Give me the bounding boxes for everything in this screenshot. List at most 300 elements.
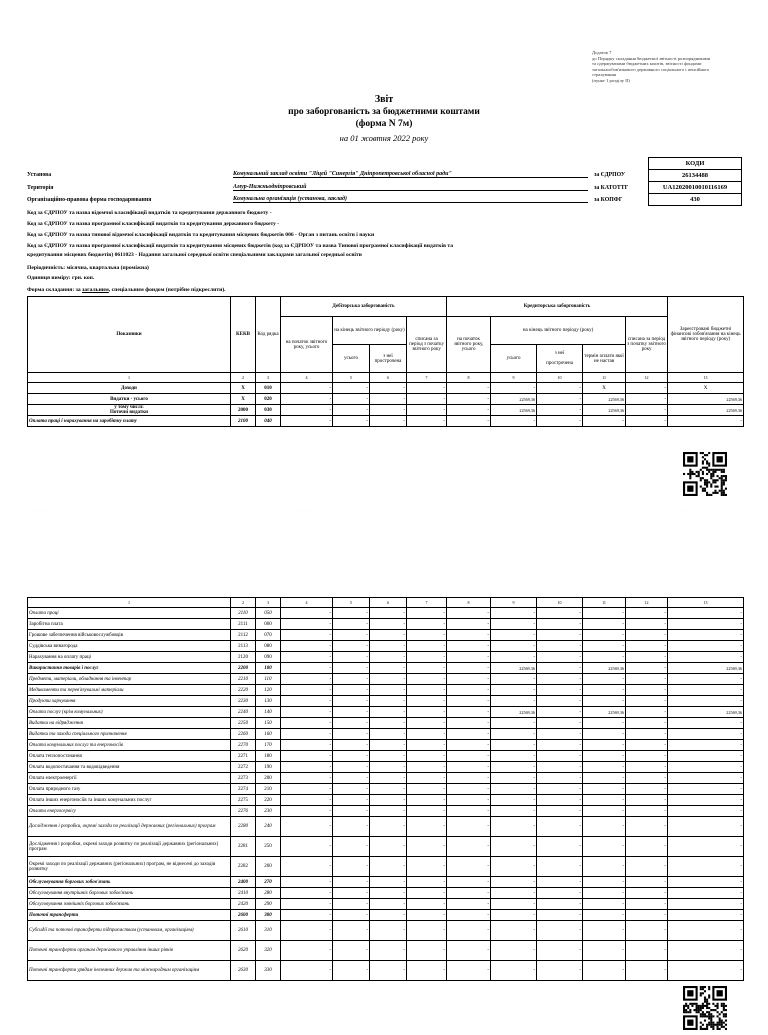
row-value: 22569,36 — [583, 394, 626, 405]
row-value: - — [447, 718, 491, 729]
fund-form: Форма складання: за загальним, спеціальним фондом (потрібне підкреслити). — [27, 287, 226, 293]
row-value: - — [491, 941, 537, 961]
row-value: 22569,36 — [583, 663, 626, 674]
table-row — [28, 630, 744, 641]
row-kekv: 2281 — [231, 837, 256, 857]
col-credit-start: на початок звітного року, усього — [447, 317, 491, 373]
row-value: - — [281, 795, 333, 806]
row-value: 22569,36 — [668, 707, 744, 718]
row-value: - — [370, 416, 407, 427]
row-value: - — [333, 773, 370, 784]
table-row — [28, 619, 744, 630]
row-value: - — [333, 383, 370, 394]
row-value: - — [583, 941, 626, 961]
row-value: - — [447, 877, 491, 888]
row-kekv: 2274 — [231, 784, 256, 795]
row-value: - — [668, 416, 744, 427]
row-name: Оплата електроенергії — [28, 773, 231, 784]
row-value: - — [491, 795, 537, 806]
row-value: - — [537, 784, 583, 795]
row-kekv: 2275 — [231, 795, 256, 806]
report-title: Звіт — [374, 94, 394, 105]
row-kekv: 2273 — [231, 773, 256, 784]
row-value: - — [370, 784, 407, 795]
credit-header: Кредиторська заборгованість — [447, 297, 668, 317]
row-value: - — [281, 416, 333, 427]
row-value: - — [626, 394, 668, 405]
row-value: - — [447, 707, 491, 718]
row-value: - — [370, 961, 407, 981]
page-footer-mid: · · · · · · · · · · · — [290, 509, 312, 513]
row-value: - — [370, 630, 407, 641]
row-value: - — [407, 910, 447, 921]
col-credit-overdue: з неї прострочена — [537, 345, 583, 373]
row-value: - — [537, 630, 583, 641]
row-value: - — [447, 685, 491, 696]
col-debit-written-off: списана за період з початку звітного року — [407, 317, 447, 373]
row-value: - — [491, 961, 537, 981]
row-value: - — [370, 674, 407, 685]
row-value: - — [491, 837, 537, 857]
row-code: 170 — [256, 740, 281, 751]
row-value: - — [333, 674, 370, 685]
row-value: - — [491, 641, 537, 652]
row-value: - — [626, 762, 668, 773]
row-value: - — [537, 405, 583, 416]
row-name: Окремі заходи по реалізації державних (регіональних) програм, не віднесені до заходів розвитку — [28, 857, 231, 877]
row-value: - — [281, 718, 333, 729]
column-number: 5 — [333, 598, 370, 608]
row-value: - — [333, 608, 370, 619]
row-value: - — [626, 877, 668, 888]
row-value: - — [537, 806, 583, 817]
row-name: Предмети, матеріали, обладнання та інвентар — [28, 674, 231, 685]
row-value: - — [407, 921, 447, 941]
row-value: - — [407, 619, 447, 630]
row-value: - — [537, 740, 583, 751]
row-kekv: 2220 — [231, 685, 256, 696]
row-value: - — [668, 641, 744, 652]
row-value: - — [583, 806, 626, 817]
column-number: 13 — [668, 598, 744, 608]
row-value: - — [583, 817, 626, 837]
row-value: - — [491, 652, 537, 663]
classification-line-4a: Код за ЄДРПОУ та назва програмної класифікації видатків та кредитування місцевих бюджетів (код за ЄДРПОУ та назва Типової програмної класифікації видатків та — [27, 243, 454, 249]
row-value: - — [626, 685, 668, 696]
row-code: 160 — [256, 729, 281, 740]
row-value: - — [447, 652, 491, 663]
col-debit-report: на кінець звітного періоду (року) — [333, 317, 407, 345]
table-row — [28, 888, 744, 899]
row-value: - — [281, 674, 333, 685]
row-value: - — [668, 899, 744, 910]
col-credit-total: усього — [491, 345, 537, 373]
row-value: - — [626, 696, 668, 707]
row-value: - — [626, 416, 668, 427]
row-value: - — [583, 416, 626, 427]
row-value: - — [370, 740, 407, 751]
row-value: - — [333, 941, 370, 961]
row-kekv: 2100 — [231, 416, 256, 427]
column-number: 4 — [281, 373, 333, 383]
row-value: - — [407, 652, 447, 663]
row-kekv: 2282 — [231, 857, 256, 877]
row-name: Дослідження і розробки, окремі заходи по реалізації державних (регіональних) програм — [28, 817, 231, 837]
row-value: - — [447, 899, 491, 910]
row-kekv: 2260 — [231, 729, 256, 740]
row-value: - — [626, 837, 668, 857]
row-value: - — [583, 837, 626, 857]
row-kekv: 2112 — [231, 630, 256, 641]
row-code: 330 — [256, 961, 281, 981]
table-row — [28, 696, 744, 707]
row-value: - — [491, 383, 537, 394]
row-value: - — [281, 806, 333, 817]
row-value: - — [537, 837, 583, 857]
row-value: - — [626, 784, 668, 795]
row-name: Поточні трансферти органам державного управління інших рівнів — [28, 941, 231, 961]
row-value: - — [407, 663, 447, 674]
row-code: 200 — [256, 773, 281, 784]
katottg-code: UA12020010010116169 — [649, 182, 742, 194]
row-value: - — [491, 877, 537, 888]
row-value: - — [668, 910, 744, 921]
row-value: - — [491, 630, 537, 641]
row-kekv: 2270 — [231, 740, 256, 751]
row-value: - — [537, 663, 583, 674]
row-value: - — [537, 857, 583, 877]
row-value: - — [447, 729, 491, 740]
column-number: 13 — [668, 373, 744, 383]
row-name: Оплата енергосервісу — [28, 806, 231, 817]
row-kekv: 2000 — [231, 405, 256, 416]
row-value: - — [583, 641, 626, 652]
row-value: - — [583, 910, 626, 921]
col-debit-overdue: з неї прострочена — [370, 345, 407, 373]
row-value: - — [333, 857, 370, 877]
row-value: - — [537, 641, 583, 652]
row-value: - — [491, 762, 537, 773]
row-value: - — [370, 685, 407, 696]
col-debit-start: на початок звітного року, усього — [281, 317, 333, 373]
row-value: - — [407, 707, 447, 718]
row-value: - — [583, 961, 626, 981]
table-row — [28, 685, 744, 696]
kopfg-code: 430 — [649, 194, 742, 206]
col-row-code: Код рядка — [256, 297, 281, 373]
row-name: Продукти харчування — [28, 696, 231, 707]
row-value: - — [537, 773, 583, 784]
row-value: - — [333, 784, 370, 795]
qr-code-icon — [683, 986, 727, 1030]
row-value: - — [626, 707, 668, 718]
row-value: - — [370, 910, 407, 921]
row-value: 22569,36 — [668, 663, 744, 674]
kopfg-label: за КОПФГ — [594, 197, 623, 203]
row-kekv: 2272 — [231, 762, 256, 773]
row-value: - — [583, 784, 626, 795]
row-value: - — [281, 394, 333, 405]
row-value: - — [583, 674, 626, 685]
row-value: - — [668, 751, 744, 762]
row-value: - — [281, 857, 333, 877]
row-value: - — [537, 619, 583, 630]
row-value: - — [281, 641, 333, 652]
row-value: - — [370, 619, 407, 630]
row-value: - — [281, 707, 333, 718]
row-value: - — [281, 773, 333, 784]
row-value: Х — [668, 383, 744, 394]
row-value: - — [281, 652, 333, 663]
row-value: - — [333, 652, 370, 663]
row-value: - — [333, 762, 370, 773]
table-row — [28, 899, 744, 910]
row-value: - — [668, 674, 744, 685]
row-kekv: 2250 — [231, 718, 256, 729]
row-value: - — [583, 652, 626, 663]
row-value: - — [626, 405, 668, 416]
row-code: 050 — [256, 608, 281, 619]
row-kekv: 2630 — [231, 961, 256, 981]
row-code: 290 — [256, 899, 281, 910]
row-value: - — [370, 652, 407, 663]
column-numbers-row — [28, 598, 744, 608]
table-row — [28, 718, 744, 729]
row-value: - — [407, 795, 447, 806]
row-value: - — [668, 762, 744, 773]
row-value: - — [281, 910, 333, 921]
row-value: - — [333, 416, 370, 427]
row-value: - — [537, 899, 583, 910]
row-value: - — [537, 795, 583, 806]
row-value: - — [491, 921, 537, 941]
row-value: - — [491, 416, 537, 427]
row-value: - — [333, 696, 370, 707]
row-value: - — [370, 921, 407, 941]
col-debit-total: усього — [333, 345, 370, 373]
row-value: - — [281, 630, 333, 641]
row-value: - — [583, 773, 626, 784]
row-value: - — [370, 795, 407, 806]
row-value: - — [583, 685, 626, 696]
row-kekv: 2400 — [231, 877, 256, 888]
row-value: - — [370, 608, 407, 619]
row-value: - — [447, 888, 491, 899]
row-value: 22569,36 — [491, 663, 537, 674]
column-number: 11 — [583, 598, 626, 608]
row-value: - — [370, 641, 407, 652]
row-value: - — [407, 641, 447, 652]
row-value: - — [447, 784, 491, 795]
col-indicators: Показники — [28, 297, 231, 373]
row-value: 22569,36 — [583, 707, 626, 718]
katottg-label: за КАТОТТГ — [594, 185, 629, 191]
column-number: 9 — [491, 373, 537, 383]
row-value: - — [491, 857, 537, 877]
unit-of-measure: Одиниця виміру: грн. коп. — [27, 275, 95, 281]
table-row — [28, 608, 744, 619]
row-value: - — [537, 910, 583, 921]
row-value: - — [626, 751, 668, 762]
row-value: - — [407, 877, 447, 888]
territory-label: Територія — [27, 185, 54, 191]
row-value: - — [281, 740, 333, 751]
row-value: - — [626, 888, 668, 899]
row-value: - — [491, 685, 537, 696]
row-value: - — [583, 619, 626, 630]
row-code: 070 — [256, 630, 281, 641]
row-value: - — [626, 857, 668, 877]
row-value: - — [626, 806, 668, 817]
col-credit-written-off: списана за період з початку звітного року — [626, 317, 668, 373]
row-value: - — [491, 740, 537, 751]
row-value: - — [668, 817, 744, 837]
periodicity: Періодичність: місячна, квартальна (проміжна) — [27, 265, 149, 271]
row-value: - — [370, 696, 407, 707]
table-row — [28, 707, 744, 718]
row-code: 110 — [256, 674, 281, 685]
row-kekv: Х — [231, 394, 256, 405]
row-value: - — [333, 641, 370, 652]
row-value: - — [407, 784, 447, 795]
row-code: 060 — [256, 619, 281, 630]
column-number: 10 — [537, 598, 583, 608]
row-value: - — [447, 416, 491, 427]
row-value: - — [281, 888, 333, 899]
row-value: - — [626, 921, 668, 941]
column-number: 1 — [28, 598, 231, 608]
row-kekv: Х — [231, 383, 256, 394]
row-value: - — [370, 888, 407, 899]
row-value: - — [370, 899, 407, 910]
row-value: 22569,36 — [668, 405, 744, 416]
row-name: Дослідження і розробки, окремі заходи розвитку по реалізації державних (регіональних) програм — [28, 837, 231, 857]
row-name: Видатки на відрядження — [28, 718, 231, 729]
edrpou-code: 26134488 — [649, 170, 742, 182]
row-value: Х — [583, 383, 626, 394]
codes-header: КОДИ — [649, 158, 742, 170]
row-value: - — [668, 857, 744, 877]
row-value: - — [668, 740, 744, 751]
row-value: - — [447, 663, 491, 674]
row-kekv: 2111 — [231, 619, 256, 630]
row-value: - — [281, 619, 333, 630]
row-value: - — [447, 751, 491, 762]
row-value: - — [626, 641, 668, 652]
row-code: 280 — [256, 888, 281, 899]
row-value: - — [668, 773, 744, 784]
column-number: 4 — [281, 598, 333, 608]
row-value: - — [626, 817, 668, 837]
row-value: - — [333, 707, 370, 718]
codes-table — [648, 157, 742, 206]
row-value: - — [447, 696, 491, 707]
table-row — [28, 806, 744, 817]
row-value: - — [447, 795, 491, 806]
row-value: - — [447, 806, 491, 817]
row-value: - — [626, 773, 668, 784]
row-value: - — [333, 663, 370, 674]
column-number: 8 — [447, 598, 491, 608]
table-row — [28, 762, 744, 773]
row-value: - — [626, 663, 668, 674]
row-value: - — [447, 773, 491, 784]
row-name: Оплата теплопостачання — [28, 751, 231, 762]
row-name: Оплата водопостачання та водовідведення — [28, 762, 231, 773]
row-value: - — [583, 630, 626, 641]
column-number: 7 — [407, 598, 447, 608]
row-value: - — [333, 630, 370, 641]
row-value: 22569,36 — [491, 405, 537, 416]
classification-line-2: Код за ЄДРПОУ та назва програмної класифікації видатків та кредитування державного бюджету - — [27, 221, 280, 227]
row-kekv: 2610 — [231, 921, 256, 941]
row-value: - — [333, 837, 370, 857]
row-code: 130 — [256, 696, 281, 707]
row-value: - — [447, 383, 491, 394]
row-value: - — [407, 416, 447, 427]
page-footer-right: · · · · · · — [680, 509, 692, 513]
row-value: - — [626, 729, 668, 740]
row-value: - — [370, 383, 407, 394]
column-number: 8 — [447, 373, 491, 383]
column-number: 12 — [626, 598, 668, 608]
row-name: Оплата праці — [28, 608, 231, 619]
annex-note: Додаток 7 до Порядку складання бюджетної звітності розпорядниками та одержувачами бюджетних коштів, звітності фондами загальнообов'язкового державного соціального і пенсійного страхування (пункт 1 розділу ІІ) — [592, 50, 711, 83]
row-value: - — [537, 652, 583, 663]
row-value: - — [491, 608, 537, 619]
row-value: - — [370, 773, 407, 784]
row-value: - — [407, 685, 447, 696]
col-kekv: КЕКВ — [231, 297, 256, 373]
classification-line-4b: кредитування місцевих бюджетів) 0611023 - Надання загальної середньої освіти спеціальними закладами загальної середньої освіти — [27, 252, 362, 258]
row-name: Субсидії та поточні трансферти підприємствам (установам, організаціям) — [28, 921, 231, 941]
row-value: - — [281, 921, 333, 941]
column-number: 11 — [583, 373, 626, 383]
row-kekv: 2280 — [231, 817, 256, 837]
row-value: - — [668, 619, 744, 630]
row-value: - — [333, 817, 370, 837]
row-value: - — [333, 921, 370, 941]
row-kekv: 2240 — [231, 707, 256, 718]
column-number: 2 — [231, 373, 256, 383]
row-value: - — [447, 857, 491, 877]
table-row — [28, 729, 744, 740]
row-code: 250 — [256, 837, 281, 857]
row-code: 120 — [256, 685, 281, 696]
row-code: 300 — [256, 910, 281, 921]
report-subtitle: про заборгованість за бюджетними коштами — [288, 107, 480, 117]
row-value: - — [333, 740, 370, 751]
row-value: - — [583, 888, 626, 899]
row-value: - — [447, 961, 491, 981]
row-value: - — [370, 751, 407, 762]
row-value: - — [626, 899, 668, 910]
row-value: - — [333, 899, 370, 910]
table-row — [28, 641, 744, 652]
row-value: - — [281, 899, 333, 910]
table-row — [28, 405, 744, 416]
table-row — [28, 910, 744, 921]
row-code: 100 — [256, 663, 281, 674]
row-value: - — [333, 961, 370, 981]
row-value: - — [333, 888, 370, 899]
row-value: - — [370, 707, 407, 718]
table-row — [28, 383, 744, 394]
table-row — [28, 663, 744, 674]
row-value: - — [668, 696, 744, 707]
row-code: 210 — [256, 784, 281, 795]
row-value: - — [537, 608, 583, 619]
